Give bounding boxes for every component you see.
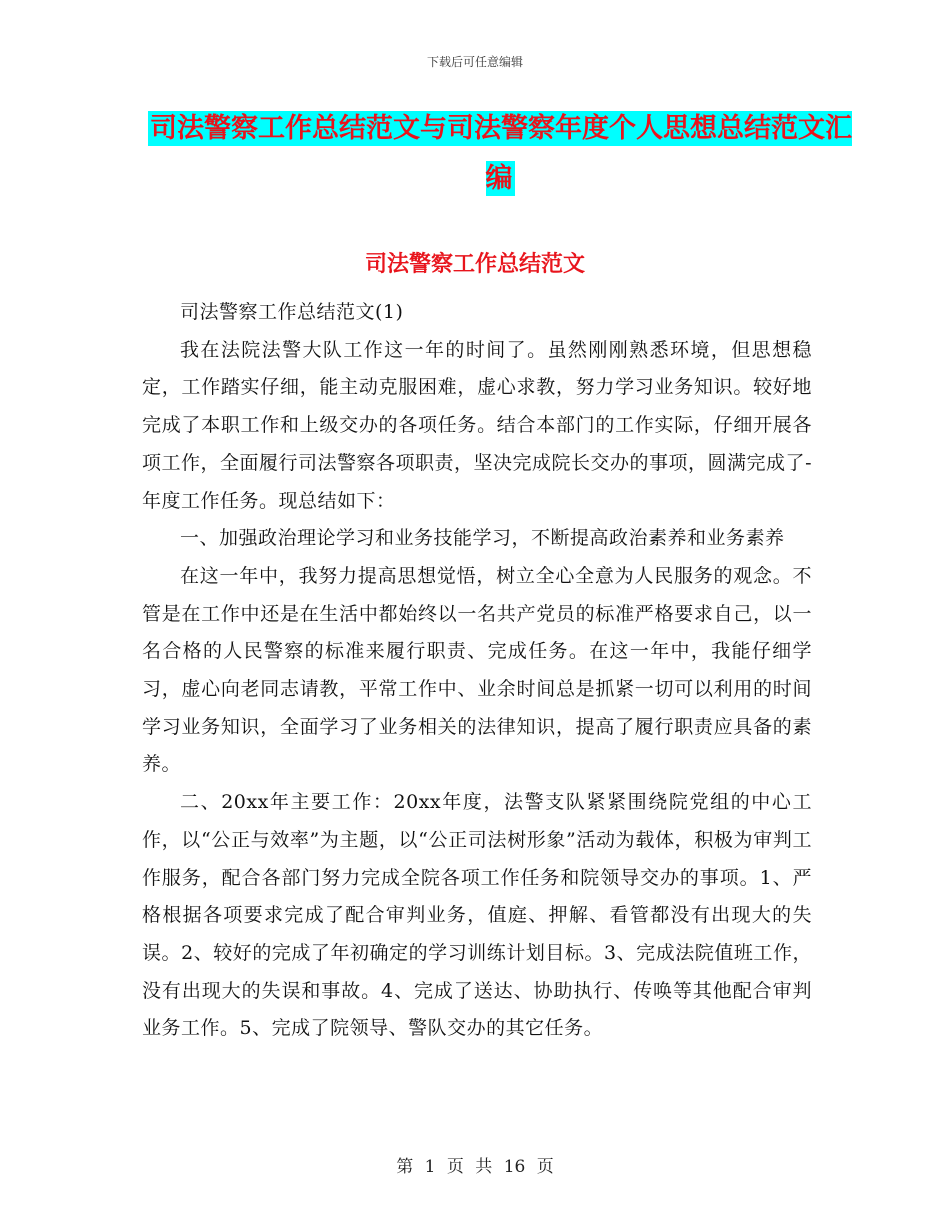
paragraph: 在这一年中，我努力提高思想觉悟，树立全心全意为人民服务的观念。不管是在工作中还是在生活中都始终以一名共产党员的标准严格要求自己，以一名合格的人民警察的标准来履行职责、完成任务。在这一年中，我能仔细学习，虚心向老同志请教，平常工作中、业余时间总是抓紧一切可以利用的时间学习业务知识，全面学习了业务相关的法律知识，提高了履行职责应具备的素养。 — [142, 564, 812, 776]
document-title — [140, 104, 860, 204]
paragraph-heading-1: 一、加强政治理论学习和业务技能学习，不断提高政治素养和业务素养 — [180, 527, 785, 550]
section-title: 司法警察工作总结范文 — [364, 252, 585, 277]
page-footer: 第 1 页 共 16 页 — [396, 1157, 554, 1177]
paragraph-heading-2: 二、20xx年主要工作：20xx年度，法警支队紧紧围绕院党组的中心工作，以“公正与效率”为主题，以“公正司法树形象”活动为载体，积极为审判工作服务，配合各部门努力完成全院各项工作任务和院领导交办的事项。1、严格根据各项要求完成了配合审判业务，值庭、押解、看管都没有出现大的失误。2、较好的完成了年初确定的学习训练计划目标。3、完成法院值班工作，没有出现大的失误和事故。4、完成了送达、协助执行、传唤等其他配合审判业务工作。5、完成了院领导、警队交办的其它任务。 — [142, 791, 812, 1040]
header-note: 下载后可任意编辑 — [426, 55, 523, 69]
paragraph-subtitle: 司法警察工作总结范文(1) — [180, 301, 404, 323]
paragraph: 我在法院法警大队工作这一年的时间了。虽然刚刚熟悉环境，但思想稳定，工作踏实仔细，能主动克服困难，虚心求教，努力学习业务知识。较好地完成了本职工作和上级交办的各项任务。结合本部门的工作实际，仔细开展各项工作，全面履行司法警察各项职责，坚决完成院长交办的事项，圆满完成了-年度工作任务。现总结如下： — [142, 338, 812, 512]
body-text — [142, 294, 812, 1048]
title-highlight: 司法警察工作总结范文与司法警察年度个人思想总结范文汇编 — [150, 113, 852, 194]
